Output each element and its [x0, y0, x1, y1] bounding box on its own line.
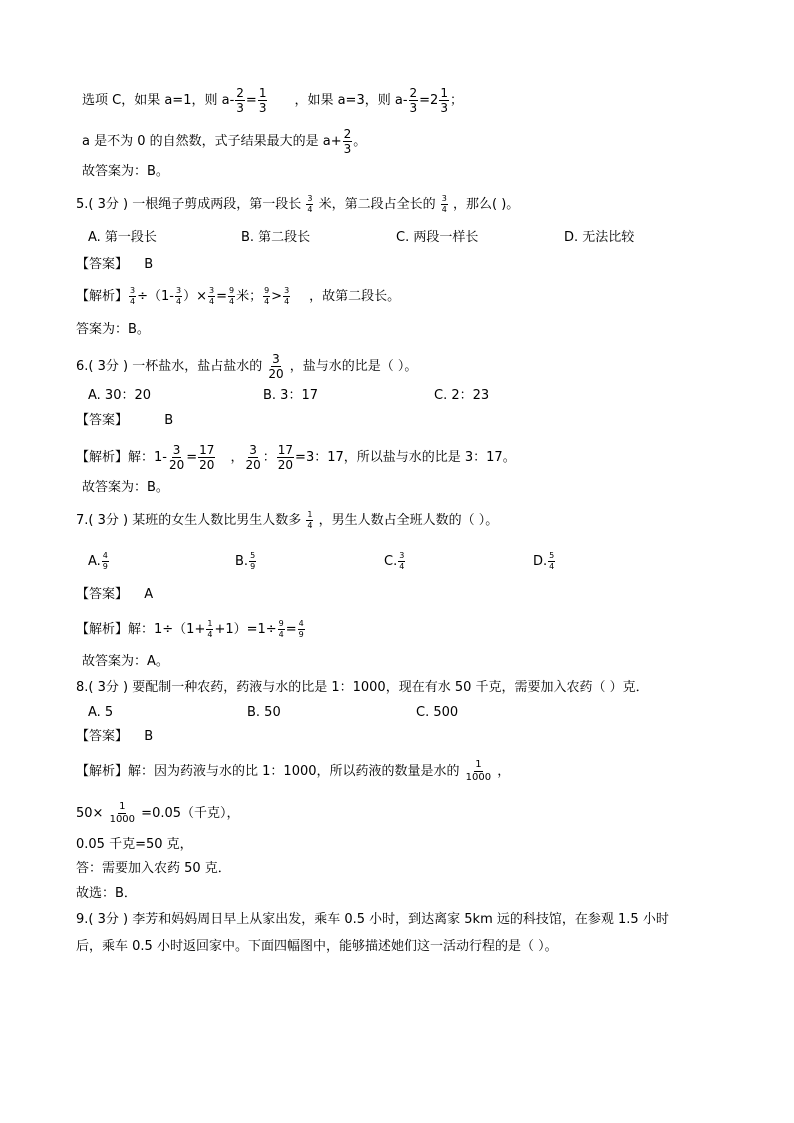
- numerator: 3: [284, 286, 290, 295]
- numerator: 1: [258, 86, 267, 100]
- q7-analysis: [76, 620, 306, 640]
- denominator: 20: [245, 458, 261, 472]
- denominator: 4: [207, 630, 213, 639]
- numerator: 9: [228, 286, 235, 295]
- fraction: [244, 444, 261, 471]
- q7-option-b[interactable]: [235, 552, 257, 572]
- q5-analysis: [76, 287, 400, 307]
- numerator: 2: [409, 86, 418, 100]
- numerator: 1: [475, 759, 482, 770]
- answer-label: 【答案】: [76, 729, 129, 744]
- denominator: 1000: [109, 814, 136, 825]
- text: 选项 C，如果 a=1，则 a-: [82, 93, 235, 108]
- text: ÷（1-: [137, 289, 174, 304]
- numerator: 1: [207, 619, 213, 628]
- fraction: [409, 87, 419, 114]
- q6-option-a[interactable]: A. 30：20: [88, 388, 152, 403]
- numerator: 9: [264, 286, 270, 295]
- prev-line-2: [82, 128, 366, 155]
- q7-option-c[interactable]: [384, 552, 406, 572]
- denominator: 20: [168, 458, 185, 472]
- fraction: [548, 552, 555, 571]
- answer-label: 【答案】: [76, 587, 129, 602]
- q6-conclusion: 故答案为：B。: [82, 480, 169, 495]
- fraction: [306, 195, 313, 214]
- option-label: A.: [88, 554, 101, 569]
- option-label: D.: [533, 554, 548, 569]
- numerator: 3: [249, 443, 257, 457]
- denominator: 3: [236, 101, 244, 115]
- denominator: 20: [268, 367, 284, 381]
- denominator: 20: [199, 458, 215, 472]
- fraction: [263, 287, 270, 306]
- q8-answer: [76, 727, 153, 747]
- fraction: [398, 552, 405, 571]
- numerator: 4: [298, 619, 304, 628]
- text: 。: [353, 134, 367, 149]
- answer-label: 【答案】: [76, 413, 129, 428]
- fraction: [249, 552, 256, 571]
- fraction: [206, 620, 213, 639]
- option-label: C.: [384, 554, 398, 569]
- answer-value: B: [164, 413, 174, 428]
- text: a 是不为 0 的自然数，式子结果最大的是 a+: [82, 134, 342, 149]
- q5-conclusion: 答案为：B。: [76, 322, 150, 337]
- fraction: [208, 287, 215, 306]
- denominator: 4: [441, 205, 447, 214]
- text: =3：17，所以盐与水的比是 3：17。: [295, 450, 516, 465]
- text: 米，第二段占全长的: [318, 197, 436, 212]
- denominator: 1000: [465, 772, 492, 783]
- denominator: 20: [277, 458, 294, 472]
- q6-option-c[interactable]: C. 2：23: [434, 388, 490, 403]
- q7-stem: [76, 511, 498, 531]
- numerator: 2: [236, 86, 244, 100]
- numerator: 2: [343, 127, 352, 141]
- q6-option-b[interactable]: B. 3：17: [263, 388, 318, 403]
- text: ，: [497, 764, 511, 779]
- denominator: 4: [228, 297, 235, 306]
- numerator: 1: [440, 86, 448, 100]
- text: 5.( 3分 ) 一根绳子剪成两段，第一段长: [76, 197, 302, 212]
- q6-stem: [76, 353, 417, 380]
- numerator: 3: [441, 194, 447, 203]
- fraction: [102, 552, 109, 571]
- denominator: 3: [409, 101, 418, 115]
- numerator: 9: [278, 619, 284, 628]
- numerator: 5: [250, 551, 256, 560]
- q5-option-c[interactable]: C. 两段一样长: [396, 230, 479, 245]
- numerator: 3: [307, 194, 313, 203]
- denominator: 3: [258, 101, 267, 115]
- fraction: [441, 195, 448, 214]
- text: =: [216, 289, 227, 304]
- fraction: [109, 802, 136, 825]
- numerator: 3: [172, 443, 181, 457]
- numerator: 3: [399, 551, 405, 560]
- text: ，故第二段长。: [309, 289, 401, 304]
- denominator: 3: [440, 101, 448, 115]
- answer-label: 【答案】: [76, 257, 129, 272]
- denominator: 9: [298, 630, 304, 639]
- prev-conclusion: 故答案为：B。: [82, 164, 169, 179]
- fraction: [267, 353, 284, 380]
- fraction: [129, 287, 136, 306]
- text: >: [271, 289, 283, 304]
- numerator: 17: [199, 443, 215, 457]
- fraction: [168, 444, 185, 471]
- q5-option-d[interactable]: D. 无法比较: [564, 230, 635, 245]
- text: =: [245, 93, 257, 108]
- fraction: [465, 760, 492, 783]
- q7-option-a[interactable]: [88, 552, 110, 572]
- analysis-label: 【解析】: [76, 450, 129, 465]
- text: +1）=1÷: [214, 622, 277, 637]
- text: ，如果 a=3，则 a-: [294, 93, 408, 108]
- fraction: [175, 287, 182, 306]
- q8-calc: [76, 802, 240, 825]
- q8-option-c[interactable]: C. 500: [416, 705, 459, 720]
- q6-answer: [76, 411, 173, 431]
- q7-answer: [76, 585, 153, 605]
- numerator: 4: [102, 551, 108, 560]
- answer-value: B: [144, 729, 154, 744]
- denominator: 4: [307, 205, 313, 214]
- text: ，: [230, 450, 244, 465]
- text: 解：因为药液与水的比 1：1000，所以药液的数量是水的: [128, 764, 460, 779]
- q8-stem: 8.( 3分 ) 要配制一种农药，药液与水的比是 1：1000，现在有水 50 千克，需要加入农药（ ）克．: [76, 680, 649, 695]
- q5-option-a[interactable]: A. 第一段长: [88, 230, 157, 245]
- q5-option-b[interactable]: B. 第二段长: [241, 230, 311, 245]
- numerator: 3: [208, 286, 215, 295]
- text: ）×: [183, 289, 207, 304]
- q8-option-b[interactable]: B. 50: [247, 705, 281, 720]
- prev-line-1: [82, 87, 463, 114]
- text: 米；: [236, 289, 263, 304]
- text: 6.( 3分 ) 一杯盐水，盐占盐水的: [76, 359, 263, 374]
- text: 解：1-: [128, 450, 167, 465]
- q8-analysis: [76, 760, 510, 783]
- numerator: 5: [549, 551, 555, 560]
- answer-value: B: [144, 257, 154, 272]
- text: =2: [419, 93, 439, 108]
- fraction: [228, 287, 235, 306]
- numerator: 3: [272, 352, 280, 366]
- denominator: 4: [284, 297, 290, 306]
- q9-stem-line-2: 后，乘车 0.5 小时返回家中。下面四幅图中，能够描述她们这一活动行程的是（ ）。: [76, 939, 558, 954]
- denominator: 4: [278, 630, 284, 639]
- option-label: B.: [235, 554, 249, 569]
- denominator: 4: [399, 562, 405, 571]
- q7-option-d[interactable]: [533, 552, 556, 572]
- numerator: 1: [307, 510, 313, 519]
- q8-line-5: 故选：B．: [76, 886, 137, 901]
- numerator: 3: [175, 286, 182, 295]
- q7-conclusion: 故答案为：A。: [82, 654, 169, 669]
- denominator: 4: [264, 297, 270, 306]
- text: ，那么( )。: [452, 197, 520, 212]
- text: 50×: [76, 806, 104, 821]
- q9-stem-line-1: 9.( 3分 ) 李芳和妈妈周日早上从家出发，乘车 0.5 小时，到达离家 5km 远的科技馆，在参观 1.5 小时: [76, 912, 669, 927]
- denominator: 4: [549, 562, 555, 571]
- text: 解：1÷（1+: [128, 622, 206, 637]
- denominator: 4: [208, 297, 215, 306]
- text: ：: [262, 450, 276, 465]
- denominator: 9: [102, 562, 108, 571]
- text: ；: [449, 93, 463, 108]
- text: ，男生人数占全班人数的（ ）。: [318, 513, 499, 528]
- numerator: 1: [119, 801, 126, 812]
- fraction: [235, 87, 245, 114]
- answer-value: A: [144, 587, 154, 602]
- analysis-label: 【解析】: [76, 622, 129, 637]
- q5-stem: [76, 195, 519, 215]
- denominator: 4: [175, 297, 182, 306]
- fraction: [258, 87, 268, 114]
- text: ，盐与水的比是（ ）。: [289, 359, 418, 374]
- q6-analysis: [76, 444, 516, 471]
- analysis-label: 【解析】: [76, 764, 129, 779]
- denominator: 4: [307, 521, 313, 530]
- fraction: [277, 444, 294, 471]
- fraction: [343, 128, 353, 155]
- analysis-label: 【解析】: [76, 289, 129, 304]
- text: =: [285, 622, 297, 637]
- fraction: [306, 511, 313, 530]
- q8-line-4: 答：需要加入农药 50 克．: [76, 861, 231, 876]
- fraction: [283, 287, 290, 306]
- text: 7.( 3分 ) 某班的女生人数比男生人数多: [76, 513, 302, 528]
- numerator: 3: [130, 286, 136, 295]
- q5-answer: [76, 255, 153, 275]
- fraction: [278, 620, 285, 639]
- fraction: [439, 87, 449, 114]
- text: =0.05（千克），: [141, 806, 240, 821]
- fraction: [298, 620, 305, 639]
- numerator: 17: [277, 443, 294, 457]
- q8-line-3: 0.05 千克=50 克，: [76, 837, 193, 852]
- denominator: 9: [250, 562, 256, 571]
- text: =: [186, 450, 198, 465]
- denominator: 3: [343, 142, 352, 156]
- denominator: 4: [130, 297, 136, 306]
- q8-option-a[interactable]: A. 5: [88, 705, 114, 720]
- fraction: [198, 444, 215, 471]
